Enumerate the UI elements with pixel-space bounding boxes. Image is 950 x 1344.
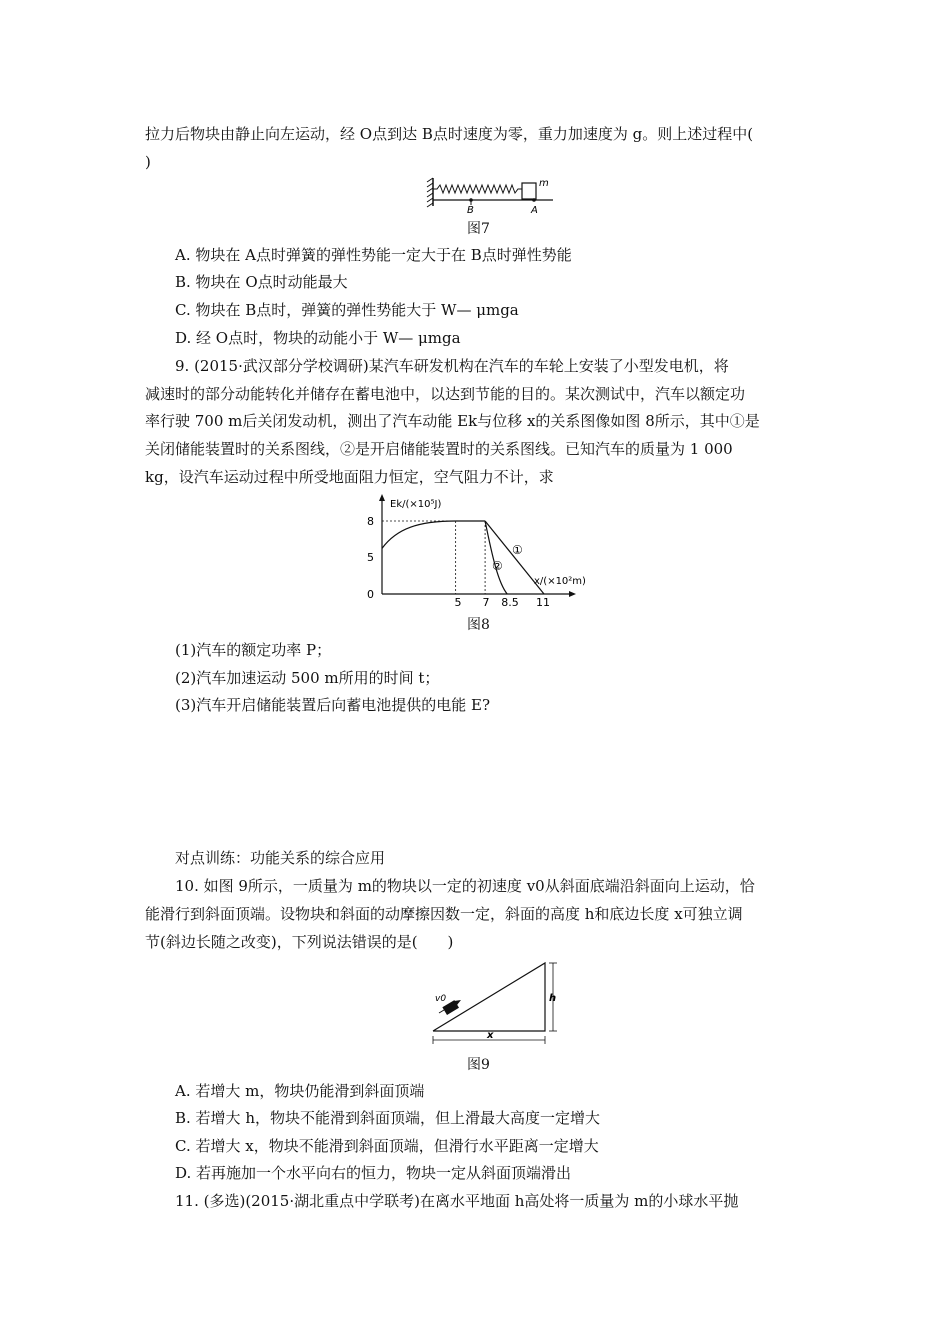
figure-8-chart — [340, 490, 620, 610]
fig8-curve2-label: ② — [492, 559, 503, 573]
fig8-series-2-curve — [485, 521, 507, 594]
fig9-incline — [433, 963, 545, 1031]
fig7-label-B: B — [467, 205, 474, 216]
q10-line3: 节(斜边长随之改变)，下列说法错误的是( ) — [145, 933, 454, 951]
fig7-spring — [433, 185, 522, 193]
q9-line3: 率行驶 700 m后关闭发动机，测出了汽车动能 Ek与位移 x的关系图像如图 8所示，其中①是 — [145, 412, 760, 430]
q8-option-d: D. 经 O点时，物块的动能小于 W— μmga — [175, 329, 461, 347]
fig8-rising-curve — [382, 521, 456, 548]
fig8-curve1-label: ① — [512, 543, 523, 557]
fig7-label-A: A — [531, 205, 538, 216]
fig8-ylabel: Ek/(×10⁵J) — [390, 499, 442, 510]
q10-option-a: A. 若增大 m，物块仍能滑到斜面顶端 — [175, 1082, 425, 1100]
fig9-label-v0: v0 — [435, 994, 447, 1004]
fig8-caption: 图8 — [467, 617, 490, 633]
q9-part2: (2)汽车加速运动 500 m所用的时间 t； — [175, 669, 440, 687]
fig8-xtick-7: 7 — [482, 596, 490, 609]
fig8-guides — [382, 521, 485, 594]
q9-line2: 减速时的部分动能转化并储存在蓄电池中，以达到节能的目的。某次测试中，汽车以额定功 — [145, 385, 746, 403]
q9-line4: 关闭储能装置时的关系图线，②是开启储能装置时的关系图线。已知汽车的质量为 1 000 — [145, 440, 733, 458]
fig7-label-m: m — [539, 178, 549, 189]
q8-stem-line1: 拉力后物块由静止向左运动，经 O点到达 B点时速度为零，重力加速度为 g。则上述过程中( — [145, 125, 754, 143]
fig8-xtick-11: 11 — [536, 596, 550, 609]
fig9-label-x: x — [487, 1030, 494, 1041]
q9-part3: (3)汽车开启储能装置后向蓄电池提供的电能 E? — [175, 696, 491, 714]
q8-stem-line2: ) — [145, 153, 151, 171]
q10-option-c: C. 若增大 x，物块不能滑到斜面顶端，但滑行水平距离一定增大 — [175, 1137, 599, 1155]
fig7-block — [522, 183, 536, 199]
q9-part1: (1)汽车的额定功率 P； — [175, 641, 332, 659]
fig7-wall-hatch — [427, 178, 433, 207]
figure-7 — [425, 174, 560, 214]
q9-line1: 9. (2015·武汉部分学校调研)某汽车研发机构在汽车的车轮上安装了小型发电机，将 — [175, 357, 729, 375]
q8-option-c: C. 物块在 B点时，弹簧的弹性势能大于 W— μmga — [175, 301, 519, 319]
fig7-caption: 图7 — [467, 221, 490, 237]
q9-line5: kg，设汽车运动过程中所受地面阻力恒定，空气阻力不计，求 — [145, 468, 554, 486]
fig8-xtick-8-5: 8.5 — [501, 596, 519, 609]
fig8-xtick-5: 5 — [454, 596, 462, 609]
section-title: 对点训练：功能关系的综合应用 — [175, 849, 386, 867]
fig8-ytick-0: 0 — [367, 588, 374, 601]
fig7-point-A — [532, 198, 536, 202]
fig9-caption: 图9 — [467, 1057, 490, 1073]
fig8-ytick-5: 5 — [367, 551, 374, 564]
fig8-series-1-line — [485, 521, 544, 594]
q8-option-b: B. 物块在 O点时动能最大 — [175, 273, 348, 291]
q8-option-a: A. 物块在 A点时弹簧的弹性势能一定大于在 B点时弹性势能 — [175, 246, 572, 264]
fig8-xlabel: x/(×10²m) — [534, 576, 586, 587]
q10-line2: 能滑行到斜面顶端。设物块和斜面的动摩擦因数一定，斜面的高度 h和底边长度 x可独立调 — [145, 905, 743, 923]
q10-option-b: B. 若增大 h，物块不能滑到斜面顶端，但上滑最大高度一定增大 — [175, 1109, 600, 1127]
q11-line1: 11. (多选)(2015·湖北重点中学联考)在离水平地面 h高处将一质量为 m的小球水平抛 — [175, 1192, 739, 1210]
q10-line1: 10. 如图 9所示，一质量为 m的物块以一定的初速度 v0从斜面底端沿斜面向上运动，恰 — [175, 877, 755, 895]
fig8-x-arrow — [569, 591, 576, 597]
q10-option-d: D. 若再施加一个水平向右的恒力，物块一定从斜面顶端滑出 — [175, 1164, 572, 1182]
fig9-label-h: h — [549, 993, 557, 1004]
figure-9 — [425, 955, 565, 1050]
fig8-ytick-8: 8 — [367, 515, 374, 528]
fig8-y-arrow — [379, 494, 385, 501]
